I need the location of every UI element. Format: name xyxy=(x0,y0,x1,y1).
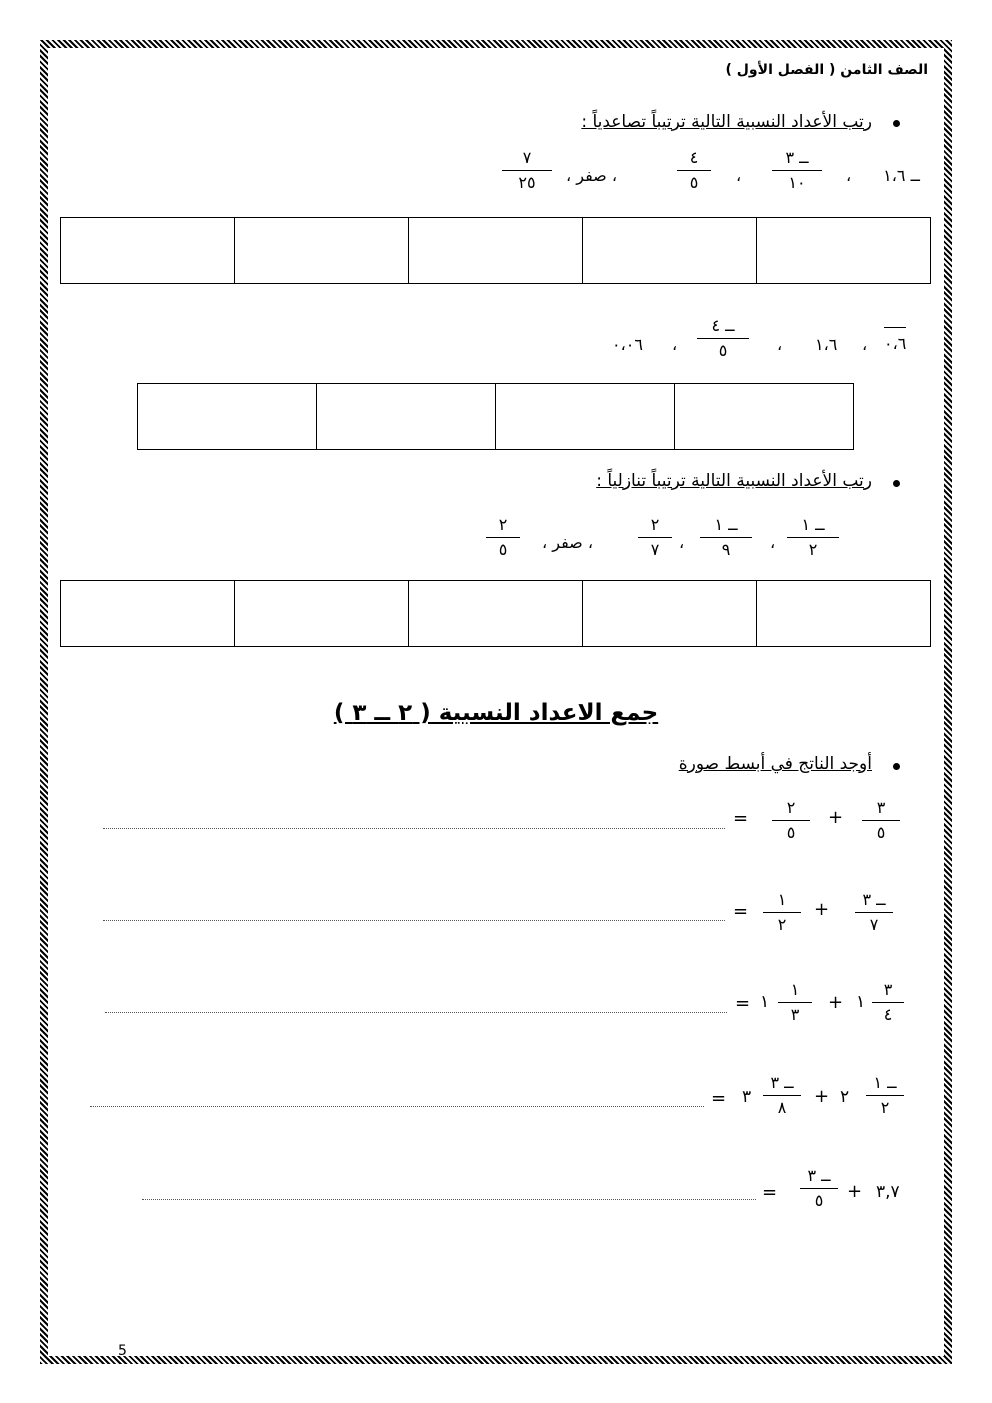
decimal-value: ١،٦ xyxy=(815,335,838,354)
fraction: ٢ ٥ xyxy=(772,798,810,843)
separator: ، xyxy=(770,533,776,552)
plus-sign: + xyxy=(828,807,844,828)
fraction: ٣ ٤ xyxy=(872,980,904,1025)
equals-sign: = xyxy=(711,1088,727,1109)
answer-cell[interactable] xyxy=(496,384,675,450)
fraction: ١ ٢ xyxy=(763,890,801,935)
plus-sign: + xyxy=(814,1086,830,1107)
answer-cell[interactable] xyxy=(409,218,583,284)
fraction: ــ ١ ٢ xyxy=(866,1073,904,1118)
section-title: جمع الاعداد النسبية ( ٢ ــ ٣ ) xyxy=(333,700,659,726)
decimal-value: ٠،٠٦ xyxy=(612,335,643,354)
answer-cell[interactable] xyxy=(757,581,931,647)
fraction: ــ ١ ٢ xyxy=(787,515,839,560)
page-header: الصف الثامن ( الفصل الأول ) xyxy=(725,62,928,78)
page-number: 5 xyxy=(118,1343,127,1359)
answer-table xyxy=(60,217,931,284)
bullet-icon xyxy=(893,763,900,770)
q1-set1-mid: ، صفر ، xyxy=(566,166,618,185)
fraction: ٣ ٥ xyxy=(862,798,900,843)
equals-sign: = xyxy=(733,808,749,829)
answer-line[interactable] xyxy=(103,828,725,829)
answer-cell[interactable] xyxy=(235,218,409,284)
answer-cell[interactable] xyxy=(61,581,235,647)
answer-cell[interactable] xyxy=(61,218,235,284)
answer-table xyxy=(137,383,854,450)
separator: ، xyxy=(679,533,685,552)
plus-sign: + xyxy=(847,1181,863,1202)
answer-line[interactable] xyxy=(105,1012,727,1013)
answer-cell[interactable] xyxy=(583,218,757,284)
answer-cell[interactable] xyxy=(235,581,409,647)
separator: ، xyxy=(777,335,783,354)
answer-cell[interactable] xyxy=(317,384,496,450)
plus-sign: + xyxy=(814,899,830,920)
fraction: ١ ٣ xyxy=(778,980,812,1025)
separator: ، xyxy=(862,335,868,354)
fraction: ٢ ٧ xyxy=(638,515,672,560)
bullet-icon xyxy=(893,120,900,127)
q1-set1-first: ــ ١،٦ xyxy=(883,166,920,185)
q2-mid: ، صفر ، xyxy=(542,533,594,552)
answer-line[interactable] xyxy=(142,1199,756,1200)
answer-cell[interactable] xyxy=(409,581,583,647)
separator: ، xyxy=(846,166,852,185)
fraction: ٧ ٢٥ xyxy=(502,148,552,193)
answer-table xyxy=(60,580,931,647)
whole-number: ١ xyxy=(856,992,866,1012)
fraction: ــ ٣ ٨ xyxy=(763,1073,801,1118)
answer-cell[interactable] xyxy=(757,218,931,284)
fraction: ــ ٤ ٥ xyxy=(697,316,749,361)
fraction: ــ ٣ ٧ xyxy=(855,890,893,935)
whole-number: ٣ xyxy=(742,1087,752,1107)
bullet-icon xyxy=(893,480,900,487)
separator: ، xyxy=(672,335,678,354)
answer-cell[interactable] xyxy=(583,581,757,647)
fraction: ــ ٣ ١٠ xyxy=(772,148,822,193)
repeating-decimal: ٠،٦ xyxy=(884,327,906,353)
answer-cell[interactable] xyxy=(675,384,854,450)
equals-sign: = xyxy=(762,1182,778,1203)
q1-instruction: رتب الأعداد النسبية التالية ترتيباً تصاعدياً : xyxy=(581,112,872,132)
fraction: ــ ٣ ٥ xyxy=(800,1166,838,1211)
whole-number: ١ xyxy=(760,992,770,1012)
equals-sign: = xyxy=(733,901,749,922)
answer-line[interactable] xyxy=(90,1106,704,1107)
plus-sign: + xyxy=(828,992,844,1013)
equals-sign: = xyxy=(735,993,751,1014)
separator: ، xyxy=(736,166,742,185)
q3-instruction: أوجد الناتج في أبسط صورة xyxy=(678,754,872,774)
fraction: ٤ ٥ xyxy=(677,148,711,193)
fraction: ٢ ٥ xyxy=(486,515,520,560)
decimal-value: ٣,٧ xyxy=(876,1182,900,1202)
q2-instruction: رتب الأعداد النسبية التالية ترتيباً تنازلياً : xyxy=(596,471,872,491)
fraction: ــ ١ ٩ xyxy=(700,515,752,560)
whole-number: ٢ xyxy=(840,1087,850,1107)
answer-cell[interactable] xyxy=(138,384,317,450)
answer-line[interactable] xyxy=(103,920,725,921)
